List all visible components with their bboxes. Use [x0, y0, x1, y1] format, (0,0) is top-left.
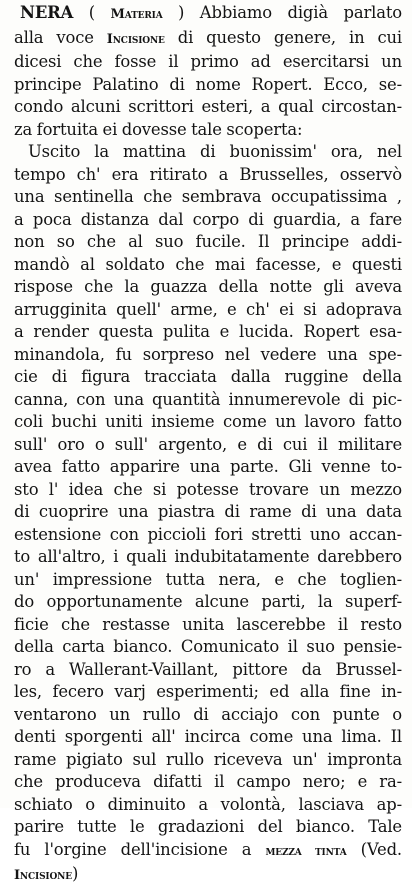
entry-line: arrugginita quell' arme, e ch' ei si adoprava: [14, 299, 402, 319]
entry-line: estensione con piccioli fori stretti uno accan-: [14, 524, 402, 544]
entry-line: a render questa pulita e lucida. Ropert esa-: [14, 322, 402, 341]
entry-line: condo alcuni scrittori esteri, a qual circostan-: [14, 97, 402, 116]
entry-line: sull' oro o sull' argento, e di cui il militare: [14, 434, 402, 454]
entry-line: denti sporgenti all' incirca come una lima. Il: [14, 727, 402, 746]
entry-line: principe Palatino di nome Ropert. Ecco, se-: [14, 74, 402, 94]
entry-line: dicesi che fosse il primo ad esercitarsi un: [14, 52, 402, 71]
dictionary-entry-nera: [14, 2, 402, 888]
technique-term: mezza tinta: [265, 843, 347, 859]
entry-line: minandola, fu sorpreso nel vedere una spe-: [14, 344, 402, 364]
entry-line: NERA ( Materia ) Abbiamo digià parlato: [20, 3, 402, 22]
cross-reference: Incisione: [106, 31, 165, 47]
entry-line: to all'altro, i quali indubitatamente darebbero: [14, 547, 402, 566]
entry-line: sto l' idea che si potesse trovare un mezzo: [14, 479, 402, 499]
entry-line: mandò al soldato che mai facesse, e questi: [14, 254, 402, 274]
entry-line: les, fecero varj esperimenti; ed alla fine in-: [14, 682, 402, 701]
entry-line: a poca distanza dal corpo di guardia, a fare: [14, 209, 402, 229]
entry-line: ficie che restasse unita lascerebbe il resto: [14, 614, 402, 634]
entry-line: non so che al suo fucile. Il principe addi-: [14, 232, 402, 251]
entry-line: ventarono un rullo di acciajo con punte o: [14, 704, 402, 724]
entry-headword: NERA: [20, 3, 74, 22]
entry-line: rame pigiato sul rullo riceveva un' impronta: [14, 749, 402, 769]
entry-line: za fortuita ei dovesse tale scoperta:: [14, 119, 303, 139]
entry-line: rispose che la guazza della notte gli aveva: [14, 277, 402, 296]
entry-line: schiato o diminuito a volontà, lasciava ap-: [14, 794, 402, 814]
entry-line: fu l'orgine dell'incisione a mezza tinta (Ved.: [14, 839, 402, 859]
entry-line: un' impressione tutta nera, e che toglien-: [14, 569, 402, 589]
entry-line: che produceva difatti il campo nero; e ra-: [14, 772, 402, 791]
entry-line: una sentinella che sembrava occupatissima ,: [14, 187, 402, 206]
entry-line: cie di figura tracciata dalla ruggine della: [14, 367, 402, 386]
entry-line: canna, con una quantità innumerevole di pic-: [14, 389, 402, 409]
entry-line: di cuoprire una piastra di rame di una data: [14, 502, 402, 521]
entry-line: della carta bianco. Comunicato il suo pensie-: [14, 637, 402, 656]
entry-line: ro a Wallerant-Vaillant, pittore da Brussel-: [14, 659, 402, 679]
entry-line: alla voce Incisione di questo genere, in cui: [14, 27, 402, 47]
entry-line: avea fatto apparire una parte. Gli venne to-: [14, 457, 402, 476]
entry-line: coli buchi uniti insieme come un lavoro fatto: [14, 412, 402, 431]
entry-line: parire tutte le gradazioni del bianco. Tale: [14, 817, 402, 836]
entry-line: do opportunamente alcune parti, la superf-: [14, 592, 402, 611]
paragraph-start-line: Uscito la mattina di buonissim' ora, nel: [28, 142, 402, 161]
cross-reference: Incisione: [14, 868, 72, 883]
entry-line: Incisione): [14, 864, 79, 883]
entry-category: Materia: [110, 7, 163, 22]
entry-line: tempo ch' era ritirato a Brusselles, osservò: [14, 164, 402, 184]
